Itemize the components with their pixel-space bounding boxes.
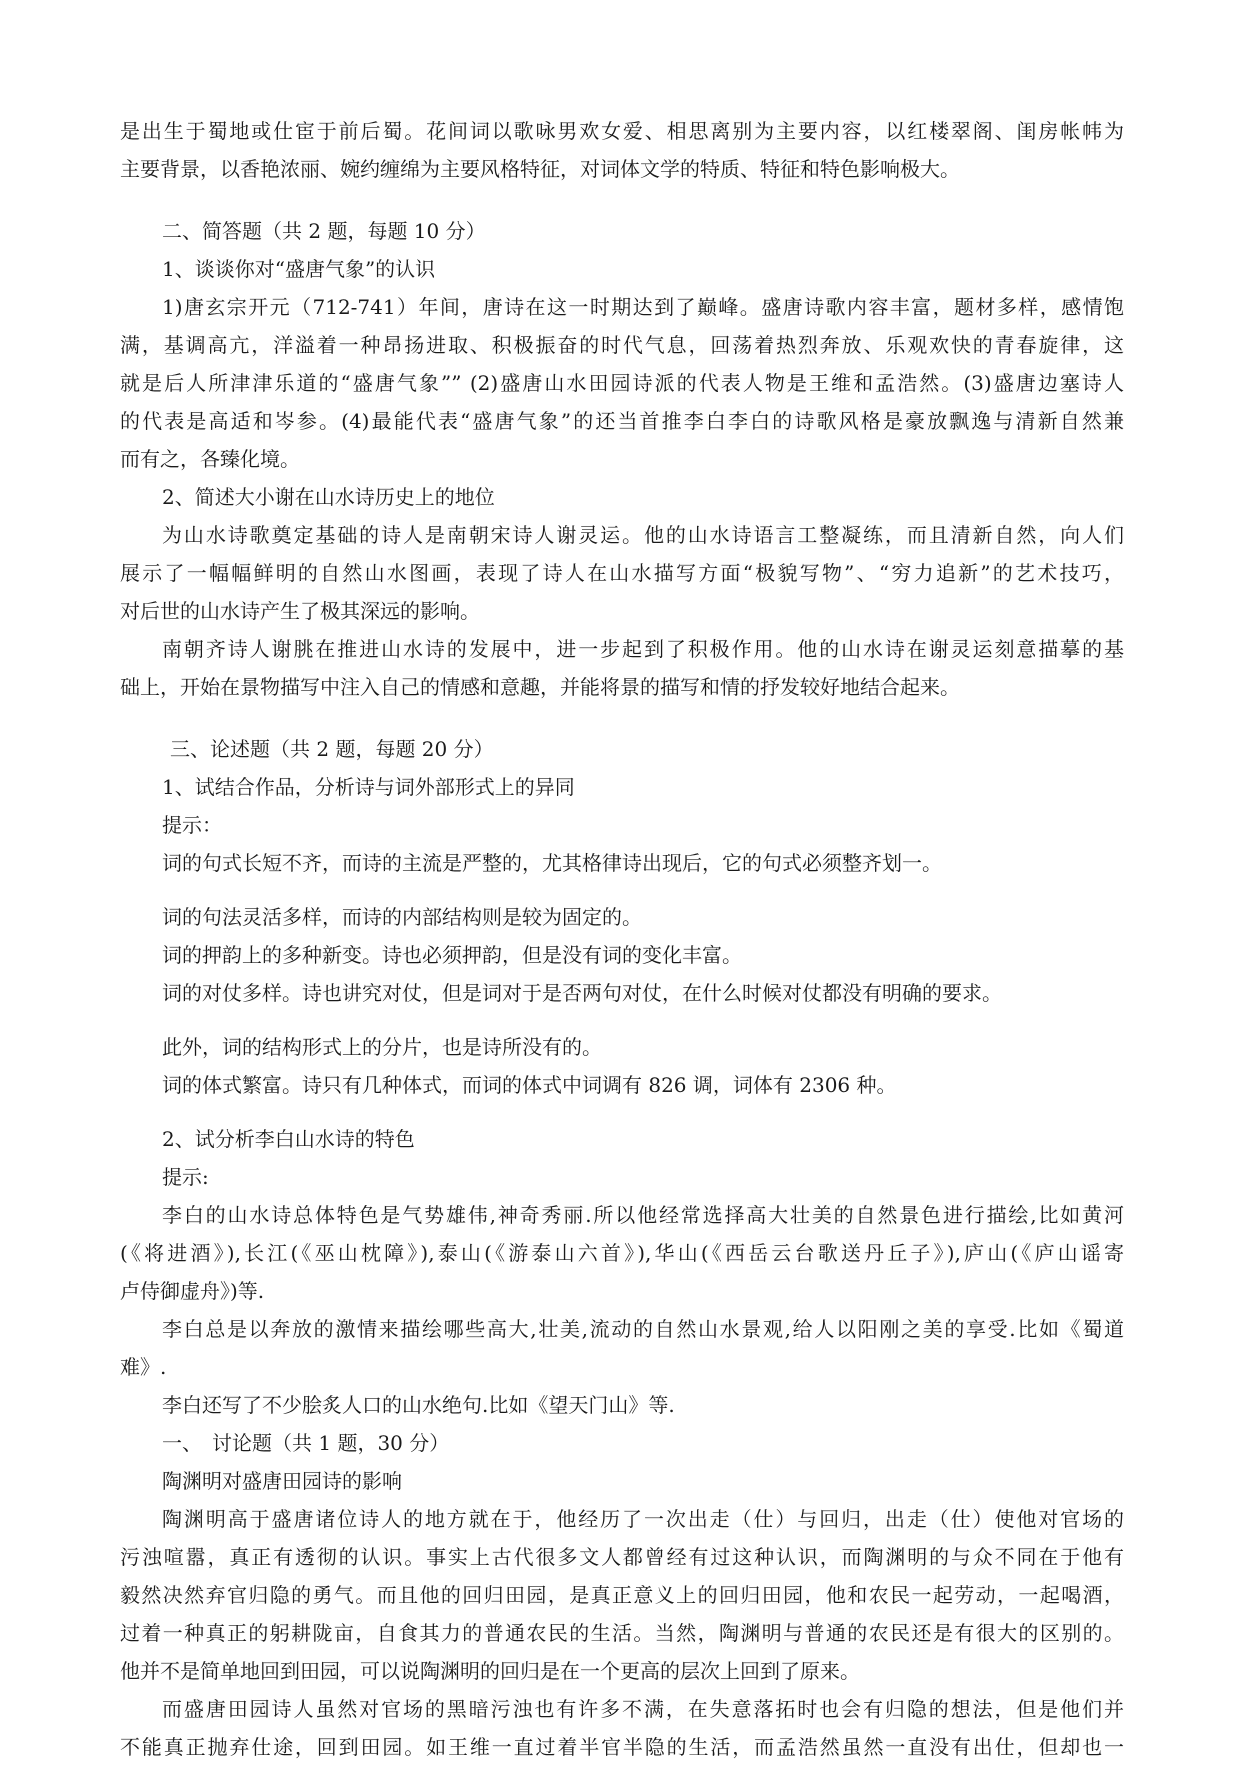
section3-q2-p1-line-1: 李白的山水诗总体特色是气势雄伟,神奇秀丽.所以他经常选择高大壮美的自然景色进行描绘,比如黄河: [162, 1203, 1124, 1227]
spacer: [120, 882, 1124, 898]
section2-q2-p1-line-2: 展示了一幅幅鲜明的自然山水图画，表现了诗人在山水描写方面“极貌写物”、“穷力追新”的艺术技巧，: [120, 561, 1124, 585]
section4-p1-line-1: 陶渊明高于盛唐诸位诗人的地方就在于，他经历了一次出走（仕）与回归，出走（仕）使他对官场的: [162, 1507, 1124, 1531]
intro-line-2: 主要背景，以香艳浓丽、婉约缠绵为主要风格特征，对词体文学的特质、特征和特色影响极大。: [120, 157, 960, 181]
section3-heading: 三、论述题（共 2 题，每题 20 分）: [170, 737, 494, 761]
section2-q2-title: 2、简述大小谢在山水诗历史上的地位: [162, 485, 495, 509]
document-page: [120, 112, 1124, 1766]
section2-q2-p1-line-3: 对后世的山水诗产生了极其深远的影响。: [120, 599, 480, 623]
section4-p2-line-1: 而盛唐田园诗人虽然对官场的黑暗污浊也有许多不满，在失意落拓时也会有归隐的想法，但是他们并: [162, 1697, 1124, 1721]
section2-q2-p2-line-2: 础上，开始在景物描写中注入自己的情感和意趣，并能将景的描写和情的抒发较好地结合起来。: [120, 675, 960, 699]
section2-q1-answer-line-1: 1)唐玄宗开元（712-741）年间，唐诗在这一时期达到了巅峰。盛唐诗歌内容丰富，题材多样，感情饱: [162, 295, 1124, 319]
section3-q1-point: 词的对仗多样。诗也讲究对仗，但是词对于是否两句对仗，在什么时候对仗都没有明确的要求。: [162, 981, 1002, 1005]
section3-q1-title: 1、试结合作品，分析诗与词外部形式上的异同: [162, 775, 575, 799]
section2-q1-answer-line-5: 而有之，各臻化境。: [120, 447, 300, 471]
spacer: [120, 1104, 1124, 1120]
section4-p1-line-2: 污浊喧嚣，真正有透彻的认识。事实上古代很多文人都曾经有过这种认识，而陶渊明的与众不同在于他有: [120, 1545, 1124, 1569]
section3-q1-point: 词的押韵上的多种新变。诗也必须押韵，但是没有词的变化丰富。: [162, 943, 742, 967]
section3-q2-p2-line-2: 难》.: [120, 1355, 167, 1379]
section2-q1-answer-line-2: 满，基调高亢，洋溢着一种昂扬进取、积极振奋的时代气息，回荡着热烈奔放、乐观欢快的青春旋律，这: [120, 333, 1124, 357]
spacer: [120, 1012, 1124, 1028]
section3-q2-p2-line-1: 李白总是以奔放的激情来描绘哪些高大,壮美,流动的自然山水景观,给人以阳刚之美的享受.比如《蜀道: [162, 1317, 1124, 1341]
section4-p1-line-3: 毅然决然弃官归隐的勇气。而且他的回归田园，是真正意义上的回归田园，他和农民一起劳动，一起喝酒，: [120, 1583, 1124, 1607]
section4-heading: 一、 讨论题（共 1 题，30 分）: [162, 1431, 450, 1455]
section4-p1-line-4: 过着一种真正的躬耕陇亩，自食其力的普通农民的生活。当然，陶渊明与普通的农民还是有很大的区别的。: [120, 1621, 1124, 1645]
section4-p2-line-2: 不能真正抛弃仕途，回到田园。如王维一直过着半官半隐的生活，而孟浩然虽然一直没有出仕，但却也一: [120, 1735, 1124, 1759]
spacer: [120, 706, 1124, 730]
section3-q2-title: 2、试分析李白山水诗的特色: [162, 1127, 415, 1151]
section3-q2-p1-line-3: 卢侍御虚舟》)等.: [120, 1279, 265, 1303]
section3-q1-hint-label: 提示：: [162, 813, 222, 837]
section3-q2-p3: 李白还写了不少脍炙人口的山水绝句.比如《望天门山》等.: [162, 1393, 675, 1417]
spacer: [120, 188, 1124, 212]
section2-q1-title: 1、谈谈你对“盛唐气象”的认识: [162, 257, 436, 281]
section2-q2-p2-line-1: 南朝齐诗人谢朓在推进山水诗的发展中，进一步起到了积极作用。他的山水诗在谢灵运刻意描摹的基: [162, 637, 1124, 661]
section3-q1-point: 词的句式长短不齐，而诗的主流是严整的，尤其格律诗出现后，它的句式必须整齐划一。: [162, 851, 942, 875]
section2-q1-answer-line-3: 就是后人所津津乐道的“盛唐气象”” (2)盛唐山水田园诗派的代表人物是王维和孟浩然。(3)盛唐边塞诗人: [120, 371, 1124, 395]
section4-p1-line-5: 他并不是简单地回到田园，可以说陶渊明的回归是在一个更高的层次上回到了原来。: [120, 1659, 860, 1683]
section3-q2-hint-label: 提示:: [162, 1165, 209, 1189]
section3-q2-p1-line-2: (《将进酒》),长江(《巫山枕障》),泰山(《游泰山六首》),华山(《西岳云台歌送丹丘子》),庐山(《庐山谣寄: [120, 1241, 1124, 1265]
section2-q1-answer-line-4: 的代表是高适和岑参。(4)最能代表“盛唐气象”的还当首推李白李白的诗歌风格是豪放飘逸与清新自然兼: [120, 409, 1124, 433]
section4-title: 陶渊明对盛唐田园诗的影响: [162, 1469, 402, 1493]
intro-line-1: 是出生于蜀地或仕宦于前后蜀。花间词以歌咏男欢女爱、相思离别为主要内容，以红楼翠阁、闺房帐帏为: [120, 119, 1124, 143]
section2-q2-p1-line-1: 为山水诗歌奠定基础的诗人是南朝宋诗人谢灵运。他的山水诗语言工整凝练，而且清新自然，向人们: [162, 523, 1124, 547]
section2-heading: 二、简答题（共 2 题，每题 10 分）: [162, 219, 486, 243]
section3-q1-point: 此外，词的结构形式上的分片，也是诗所没有的。: [162, 1035, 602, 1059]
section3-q1-point: 词的体式繁富。诗只有几种体式，而词的体式中词调有 826 调，词体有 2306 种。: [162, 1073, 897, 1097]
section3-q1-point: 词的句法灵活多样，而诗的内部结构则是较为固定的。: [162, 905, 642, 929]
